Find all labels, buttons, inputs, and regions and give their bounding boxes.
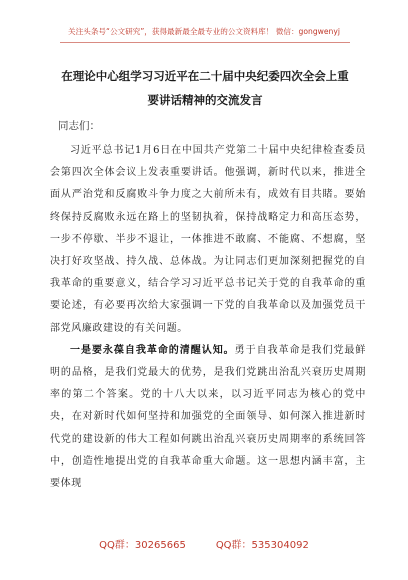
title-line-2: 要讲话精神的交流发言 bbox=[147, 93, 263, 107]
paragraph-2 bbox=[50, 340, 366, 495]
header-divider bbox=[60, 42, 350, 43]
paragraph-2-text: 勇于自我革命是我们党最鲜明的品格，是我们党最大的优势，是我们党跳出治乱兴衰历史周期率的第二个答案。党的十八大以来，以习近平同志为核心的党中央，在对新时代如何坚持和加强党的全面领导、如何深入推进新时代党的建设新的伟大工程如何跳出治乱兴衰历史周期率的系统回答中，创造性地提出党的自我革命重大命题。这一思想内涵丰富，主要体现 bbox=[50, 344, 367, 490]
footer-qq-group-1: QQ群：30265665 bbox=[99, 540, 186, 551]
salutation: 同志们： bbox=[58, 120, 100, 132]
footer-qq-group-2: QQ群：535304092 bbox=[215, 540, 309, 551]
paragraph-1: 习近平总书记1月6日在中国共产党第二十届中央纪律检查委员会第四次全体会议上发表重要讲话。他强调，新时代以来，推进全面从严治党和反腐败斗争力度之大前所未有，成效有目共睹。要始终保持反腐败永远在路上的坚韧执着，保持战略定力和高压态势，一步不停歇、半步不退让，一体推进不敢腐、不能腐、不想腐，坚决打好攻坚战、持久战、总体战。为让同志们更加深刻把握党的自我革命的重要意义，结合学习习近平总书记关于党的自我革命的重要论述，有必要再次给大家强调一下党的自我革命以及加强党员干部党风廉政建设的有关问题。 bbox=[50, 145, 366, 334]
title-line-1: 在理论中心组学习习近平在二十届中央纪委四次全会上重 bbox=[61, 69, 349, 83]
document-title bbox=[50, 64, 360, 112]
paragraph-2-lead: 一是要永葆自我革命的清醒认知。 bbox=[70, 344, 235, 356]
header-banner: 关注头条号“公文研究”，获得最新最全最专业的公文资料库！ 微信：gongwenyj bbox=[68, 27, 340, 36]
document-body bbox=[50, 140, 366, 495]
footer-contacts bbox=[0, 536, 408, 551]
